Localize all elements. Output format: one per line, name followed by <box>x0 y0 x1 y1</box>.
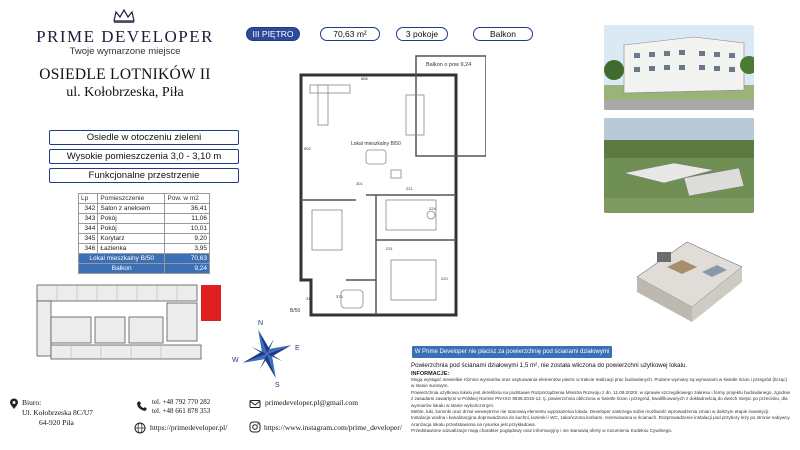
list-item: Przedstawione wizualizacje mają charakter poglądowy oraz informacyjny i nie stanowią oferty w rozumieniu Kodeksu Cywilnego. <box>411 428 673 434</box>
list-item: Meble, łuki, kominki oraz drzwi wewnętrzne nie stanowią elementu wyposażenia lokalu. Developer zastrzega sobie możliwość wprowadzenia zmian w dalszym etapie inwestycji. <box>411 409 770 415</box>
table-row <box>79 244 210 254</box>
crown-icon <box>113 9 135 23</box>
compass-w: W <box>232 357 239 364</box>
floor-badge: III PIĘTRO <box>246 27 300 41</box>
feature-height: Wysokie pomieszczenia 3,0 - 3,10 m <box>49 149 239 164</box>
table-row <box>79 204 210 214</box>
cell-room: Pokój <box>98 224 165 234</box>
cell-room: Łazienka <box>98 244 165 254</box>
instagram-link[interactable]: https://www.instagram.com/prime_developer/ <box>264 423 402 432</box>
col-header-area: Pow. w m2 <box>165 194 210 204</box>
list-item: Instalacja wodna i kanalizacyjna doprowadzona do kuchni, łazienki i WC, zakończona korkami, rezerwowana w ścianach. Rozprowadzenie instalacji pod przybory leży po stronie nabywcy. <box>411 415 791 421</box>
list-item: Aranżacja lokalu przedstawiona na rysunku jest przykładowa. <box>411 421 536 427</box>
info-heading: INFORMACJE: <box>411 371 450 377</box>
feature-greenery: Osiedle w otoczeniu zieleni <box>49 130 239 145</box>
dim-label: 902 <box>304 146 311 151</box>
area-note: Powierzchnia pod ścianami działowymi 1,5 m², nie została wliczona do powierzchni użytkowej lokalu. <box>411 362 688 369</box>
unit-label: Lokal mieszkalny B/50 <box>351 141 401 147</box>
cell-area: 11,06 <box>165 214 210 224</box>
globe-icon <box>134 422 146 434</box>
office-label: Biuro: <box>22 398 42 407</box>
phone-icon <box>136 400 148 412</box>
cell-room: Pokój <box>98 214 165 224</box>
cell-area: 9,20 <box>165 234 210 244</box>
balcony-value: 9,24 <box>165 264 210 274</box>
cell-area: 36,41 <box>165 204 210 214</box>
col-header-lp: Lp <box>79 194 98 204</box>
cell-lp: 343 <box>79 214 98 224</box>
cell-lp: 344 <box>79 224 98 234</box>
map-pin-icon <box>8 398 20 410</box>
table-row <box>79 214 210 224</box>
total-value: 70,63 <box>165 254 210 264</box>
balcony-badge: Balkon <box>473 27 533 41</box>
info-banner: W Prime Developer nie płacisz za powierzchnię pod ścianami działowymi <box>412 346 612 358</box>
estate-address: ul. Kołobrzeska, Piła <box>66 85 184 100</box>
feature-spaces: Funkcjonalne przestrzenie <box>49 168 239 183</box>
list-item: Powierzchnia użytkowa lokalu jest określona na podstawie Rozporządzenia Ministra Rozwoju z dn. 11.09.2020r. w sprawie szczegółowego zakresu i formy projektu budowlanego, zgodnie z zasadami zawartymi w Polskiej Normie PN-ISO 9836:2015-12, tj. powierzchnia obliczona w świetle ścian i przegród, kwalifikowanych z dokładnością do dwóch miejsc po przecinku, dla wymiarów lokalu w stanie wykończonym. <box>411 389 791 408</box>
estate-name: OSIEDLE LOTNIKÓW II <box>39 66 211 83</box>
col-header-room: Pomieszczenie <box>98 194 165 204</box>
dim-label: 231 <box>386 246 393 251</box>
table-row <box>79 224 210 234</box>
compass-s: S <box>275 382 280 388</box>
building-render-photo <box>604 25 754 110</box>
aerial-photo <box>604 118 754 213</box>
cell-area: 3,95 <box>165 244 210 254</box>
dim-label: 221 <box>406 186 413 191</box>
dim-label: 666 <box>361 76 368 81</box>
cell-lp: 345 <box>79 234 98 244</box>
info-list <box>411 377 791 435</box>
office-city: 64-920 Piła <box>39 418 74 427</box>
brand-tagline: Twoje wymarzone miejsce <box>69 46 181 57</box>
dim-label: 315 <box>306 296 313 301</box>
cell-lp: 346 <box>79 244 98 254</box>
phone-2[interactable]: tel. +48 661 878 353 <box>152 407 211 415</box>
cell-room: Salon z aneksem <box>98 204 165 214</box>
rooms-badge: 3 pokoje <box>396 27 448 41</box>
dim-label: 301 <box>356 181 363 186</box>
room-table <box>78 193 210 274</box>
total-label: Lokal mieszkalny B/50 <box>79 254 165 264</box>
unit-code: B/50 <box>290 308 301 314</box>
brand-name: PRIME DEVELOPER <box>36 27 214 46</box>
dim-label: 220 <box>441 276 448 281</box>
balcony-label: Balkon o pow 9,24 <box>426 62 472 68</box>
dim-label: 224 <box>429 206 436 211</box>
email-icon <box>249 398 261 410</box>
instagram-icon <box>249 421 261 433</box>
list-item: Mogą wystąpić niewielkie różnice wymiarów oraz usytuowania elementów piwnic w trakcie realizacji prac budowlanych. Podane wymiary są wymiarami w świetle ścian i przegród (licząc) w stanie surowym. <box>411 377 788 389</box>
balcony-row <box>79 264 210 274</box>
table-row <box>79 234 210 244</box>
table-header-row <box>79 194 210 204</box>
3d-floor-render <box>627 222 749 340</box>
cell-lp: 342 <box>79 204 98 214</box>
total-row <box>79 254 210 264</box>
floor-plan <box>246 50 486 330</box>
site-plan <box>35 283 225 363</box>
cell-area: 10,01 <box>165 224 210 234</box>
cell-room: Korytarz <box>98 234 165 244</box>
email-link[interactable]: primedeveloper.pl@gmail.com <box>265 398 359 407</box>
compass-e: E <box>295 345 300 352</box>
area-badge: 70,63 m² <box>320 27 380 41</box>
compass-n: N <box>258 320 264 327</box>
phone-1[interactable]: tel. +48 792 770 282 <box>152 398 211 406</box>
balcony-label: Balkon <box>79 264 165 274</box>
highlighted-unit <box>201 285 221 321</box>
website-link[interactable]: https://primedeveloper.pl/ <box>150 423 228 432</box>
office-street: Ul. Kołobrzeska 8C/U7 <box>22 408 94 417</box>
dim-label: 376 <box>336 294 343 299</box>
